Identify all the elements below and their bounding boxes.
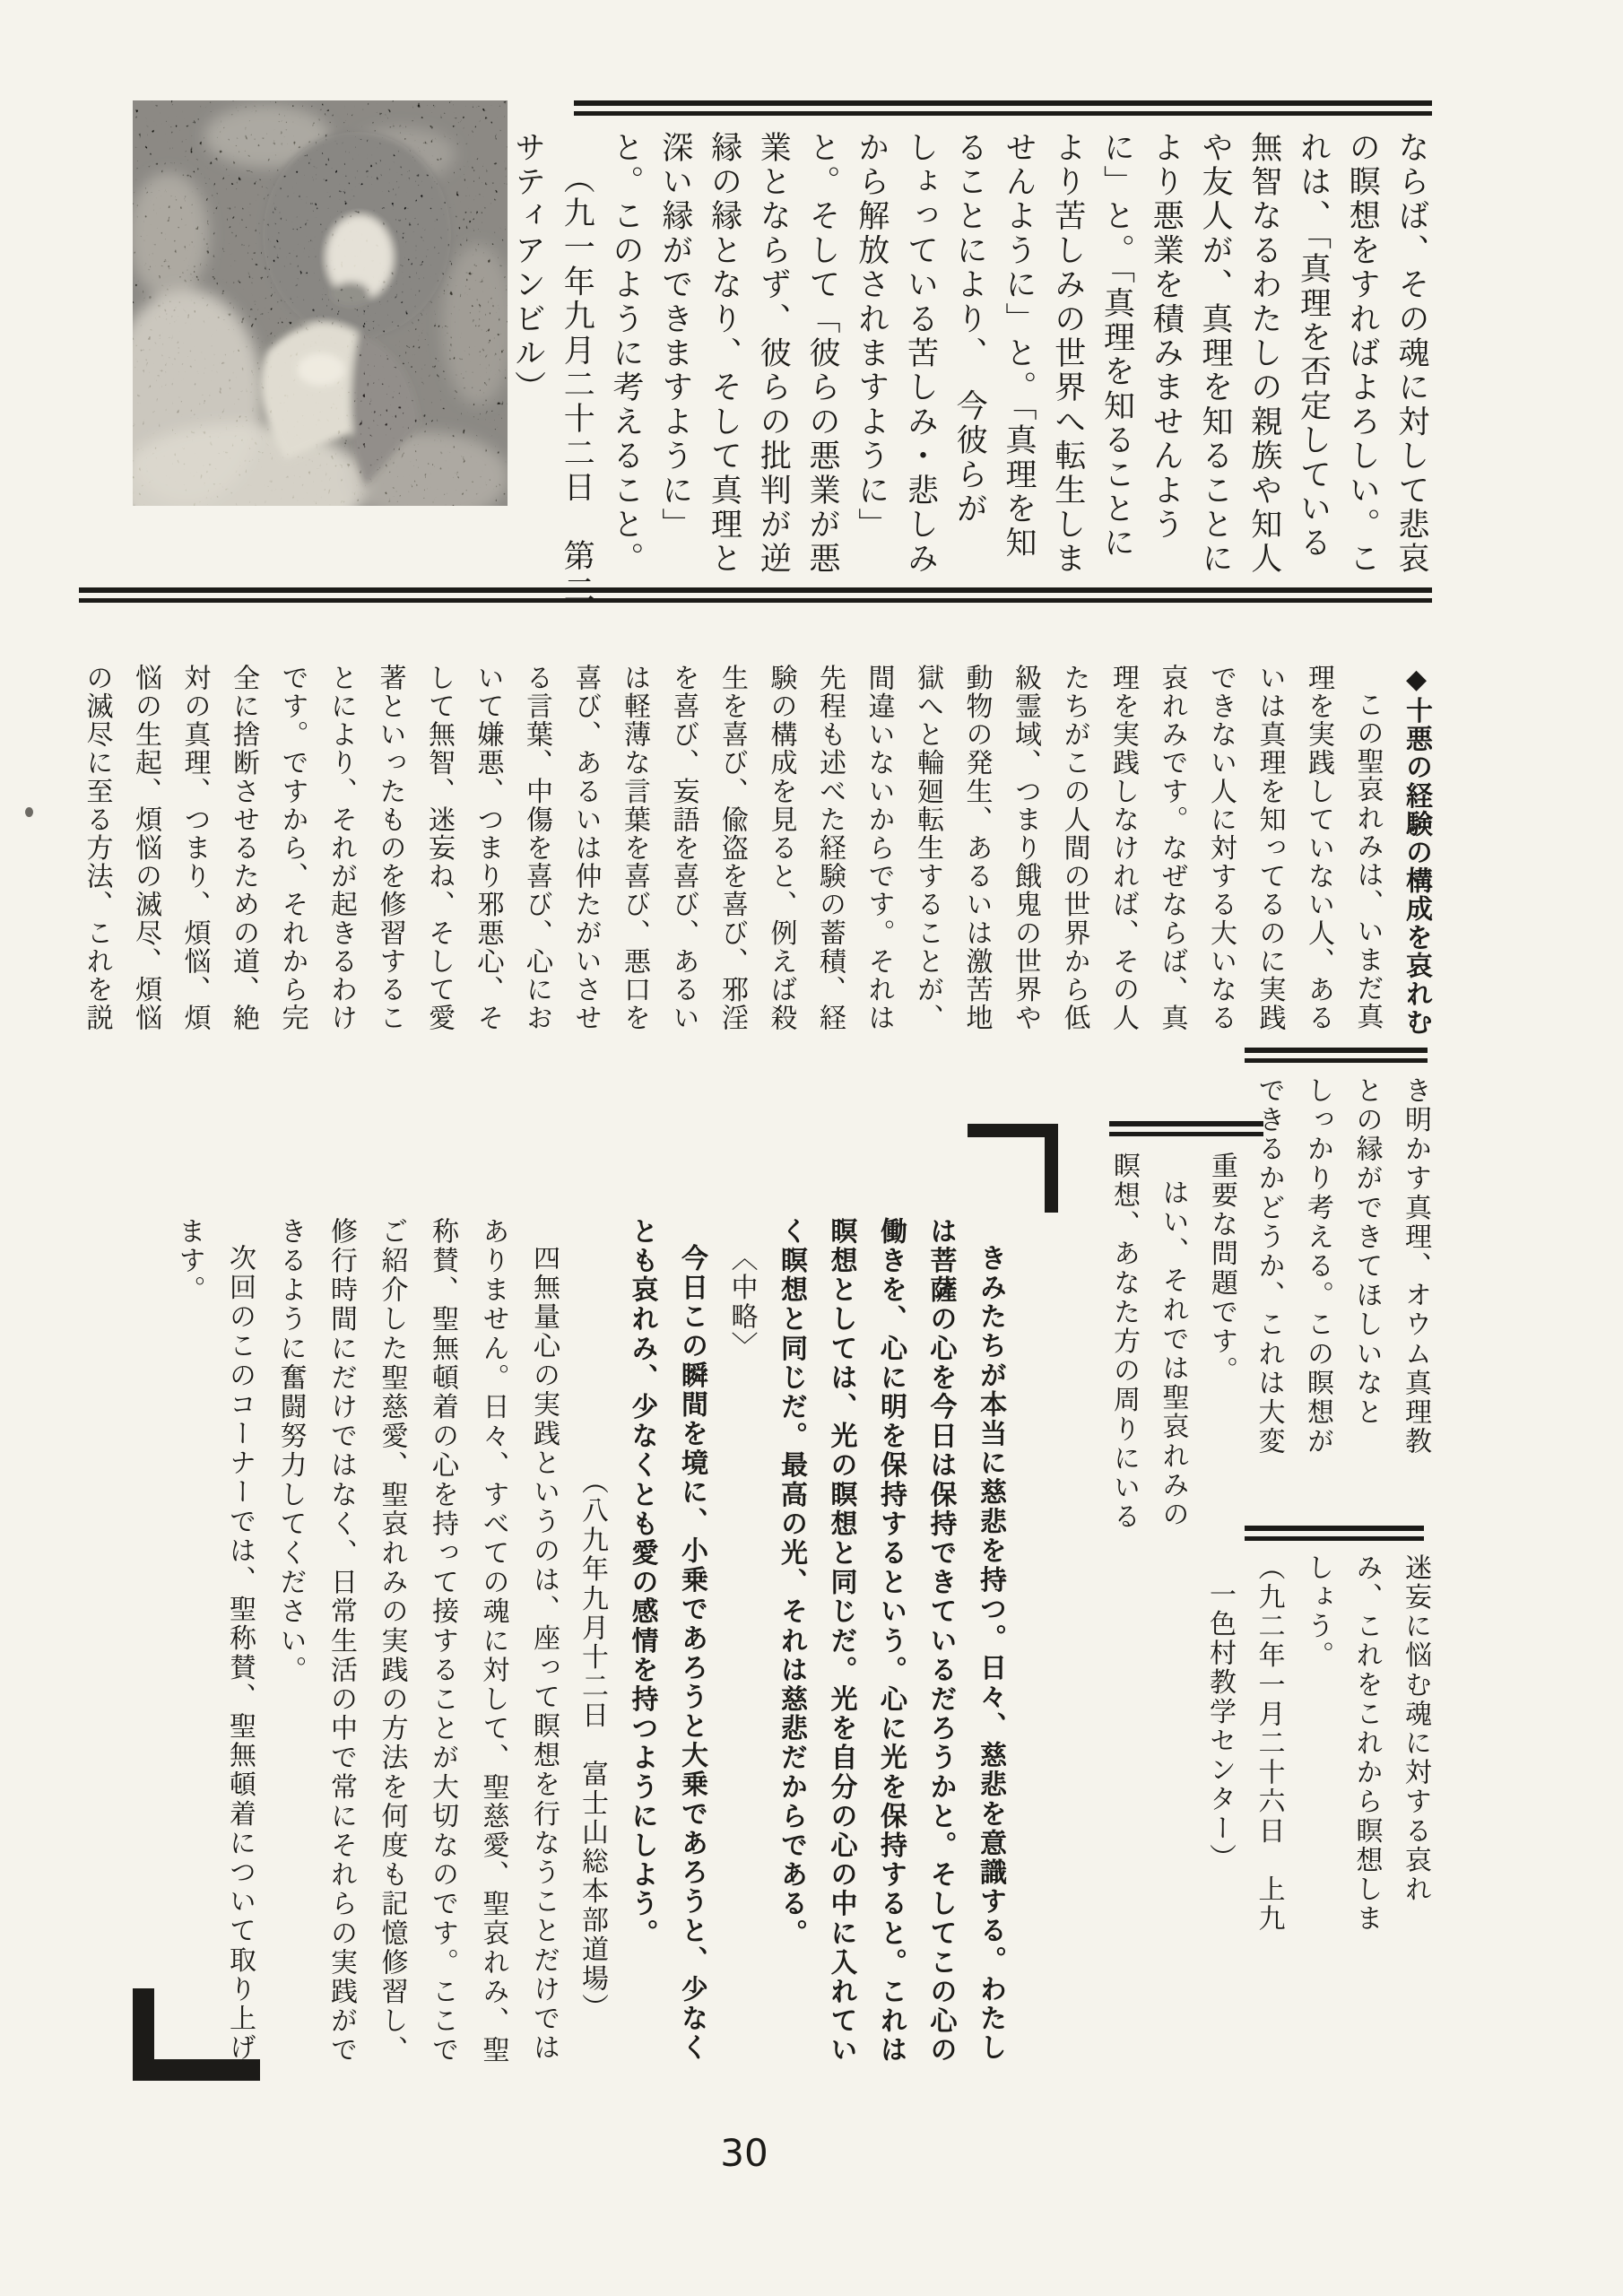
corner-bracket-close-icon (133, 1988, 260, 2081)
text-column: とも哀れみ、少なくとも愛の感情を持つようにしよう。 (626, 1217, 658, 1948)
text-column: この聖哀れみは、いまだ真 (1351, 691, 1384, 1031)
text-column: しょう。 (1302, 1553, 1333, 1671)
text-column: を喜び、妄語を喜び、あるい (667, 664, 699, 1032)
text-column: 働きを、心に明を保持するという。心に光を保持すると。これは (875, 1217, 907, 2066)
text-column: との縁ができてほしいなと (1350, 1076, 1383, 1428)
section-heading: ◆十悪の経験の構成を哀れむ (1401, 664, 1432, 1037)
text-column: み、これをこれから瞑想しま (1350, 1553, 1383, 1934)
text-column: る言葉、中傷を喜び、心にお (521, 664, 552, 1032)
text-column: 生を喜び、偸盗を喜び、邪淫 (716, 664, 748, 1032)
continuation-group-b (1108, 1152, 1237, 1557)
text-column: 四無量心の実践というのは、座って瞑想を行なうことだけでは (528, 1244, 560, 2063)
text-column: ます。 (173, 1217, 205, 1305)
text-column: 〈中略〉 (725, 1244, 758, 1361)
text-column: ならば、その魂に対して悲哀 (1393, 131, 1429, 577)
photo-illustration (133, 100, 508, 506)
top-article (509, 131, 1429, 608)
text-column: は軽薄な言葉を喜び、悪口を (619, 664, 650, 1032)
text-column: の滅尽に至る方法、これを説 (81, 664, 113, 1032)
text-column: より苦しみの世界へ転生しま (1049, 131, 1086, 577)
halftone-photo (133, 100, 508, 506)
text-column: 理を実践しなければ、その人 (1107, 664, 1139, 1032)
text-column: 業とならず、彼らの批判が逆 (755, 131, 792, 577)
text-column: 全に捨断させるための道、絶 (228, 664, 259, 1032)
text-column: できるかどうか、これは大変 (1253, 1076, 1285, 1457)
text-column: に」と。「真理を知ることに (1098, 131, 1135, 561)
text-column: 瞑想としては、光の瞑想と同じだ。光を自分の心の中に入れてい (825, 1217, 857, 2066)
continuation-group-c (1204, 1553, 1431, 1968)
closing-block (173, 1217, 560, 2085)
text-column: から解放されますように」 (853, 131, 890, 543)
continuation-group-a (1253, 1076, 1431, 1482)
text-column: き明かす真理、オウム真理教 (1400, 1076, 1431, 1457)
text-column: ご紹介した聖慈愛、聖哀れみの実践の方法を何度も記憶修習し、 (376, 1217, 408, 2066)
text-column: く瞑想と同じだ。最高の光、それは慈悲だからである。 (776, 1217, 807, 1948)
text-column: れは、「真理を否定している (1295, 131, 1332, 561)
text-column: きるように奮闘努力してください。 (274, 1217, 307, 1685)
text-column: 縁の縁となり、そして真理と (706, 131, 742, 577)
text-column: です。ですから、それから完 (276, 664, 308, 1032)
text-column: 修行時間にだけではなく、日常生活の中で常にそれらの実践がで (325, 1217, 357, 2066)
text-column: と。そして「彼らの悪業が悪 (804, 131, 840, 577)
text-column: 称賛、聖無頓着の心を持って接することが大切なのです。ここで (427, 1217, 458, 2066)
double-rule-separator-a (1245, 1048, 1428, 1063)
text-column: 著といったものを修習するこ (374, 664, 406, 1032)
text-column: しっかり考える。この瞑想が (1302, 1076, 1333, 1457)
text-column: ありません。日々、すべての魂に対して、聖慈愛、聖哀れみ、聖 (477, 1217, 509, 2066)
text-column: 哀れみです。なぜならば、真 (1156, 664, 1188, 1032)
text-column: 験の構成を見ると、例えば殺 (765, 664, 797, 1032)
text-column: 今日この瞬間を境に、小乗であろうと大乗であろうと、少なく (676, 1244, 707, 2063)
middle-article (83, 664, 1430, 1040)
text-column: サティアンビル） (509, 131, 546, 405)
text-column: ることにより、 今彼らが (951, 131, 988, 526)
text-column: いて嫌悪、つまり邪悪心、そ (472, 664, 504, 1032)
text-column: 理を実践していない人、ある (1303, 664, 1334, 1032)
text-column: （九二年一月二十六日 上九 (1253, 1553, 1285, 1934)
text-column: 獄へと輪廻転生することが、 (912, 664, 943, 1032)
text-column: 間違いないからです。それは (863, 664, 895, 1032)
text-column: 次回のこのコーナーでは、聖称賛、聖無頓着について取り上げ (224, 1244, 256, 2063)
text-column: とにより、それが起きるわけ (325, 664, 357, 1032)
quote-block (577, 1217, 1006, 2085)
text-column: 深い縁ができますように」 (656, 131, 693, 543)
text-column: は菩薩の心を今日は保持できているだろうかと。そしてこの心の (924, 1217, 957, 2066)
text-column: 先程も述べた経験の蓄積、経 (814, 664, 846, 1032)
double-rule-top (574, 100, 1432, 116)
text-column: 級霊域、つまり餓鬼の世界や (1010, 664, 1041, 1032)
double-rule-separator-c (1245, 1526, 1424, 1541)
text-column: 喜び、あるいは仲たがいさせ (569, 664, 602, 1032)
text-column: の瞑想をすればよろしい。こ (1344, 131, 1381, 577)
text-column: （八九年九月十二日 富士山総本部道場） (577, 1467, 608, 2023)
text-column: 悩の生起、煩悩の滅尽、煩悩 (130, 664, 161, 1032)
text-column: きみたちが本当に慈悲を持つ。日々、慈悲を意識する。わたし (975, 1244, 1006, 2063)
text-column: いは真理を知ってるのに実践 (1254, 664, 1286, 1032)
page-number: 30 (720, 2131, 768, 2175)
text-column: 重要な問題です。 (1206, 1152, 1237, 1386)
text-column: はい、それでは聖哀れみの (1157, 1178, 1189, 1530)
text-column: たちがこの人間の世界から低 (1058, 664, 1090, 1032)
text-column: して無智、迷妄ね、そして愛 (423, 664, 455, 1032)
text-column: せんように」と。「真理を知 (1001, 131, 1037, 561)
text-column: 瞑想、あなた方の周りにいる (1108, 1152, 1140, 1532)
text-column: と。このように考えること。 (608, 131, 644, 577)
text-column: 一色村教学センター） (1204, 1580, 1236, 1873)
text-column: や友人が、真理を知ることに (1197, 131, 1233, 577)
double-rule-separator-b (1109, 1121, 1263, 1136)
corner-bracket-open-icon (968, 1124, 1058, 1213)
text-column: しょっている苦しみ・悲しみ (902, 131, 939, 577)
text-column: できない人に対する大いなる (1205, 664, 1237, 1032)
text-column: より悪業を積みませんよう (1148, 131, 1185, 543)
text-column: 対の真理、つまり、煩悩、煩 (178, 664, 211, 1032)
text-column: 無智なるわたしの親族や知人 (1245, 131, 1282, 577)
scan-speck (25, 807, 33, 817)
text-column: 迷妄に悩む魂に対する哀れ (1400, 1553, 1431, 1905)
text-column: （九一年九月二十二日 第二 (559, 162, 595, 608)
text-column: 動物の発生、あるいは激苦地 (960, 664, 993, 1032)
